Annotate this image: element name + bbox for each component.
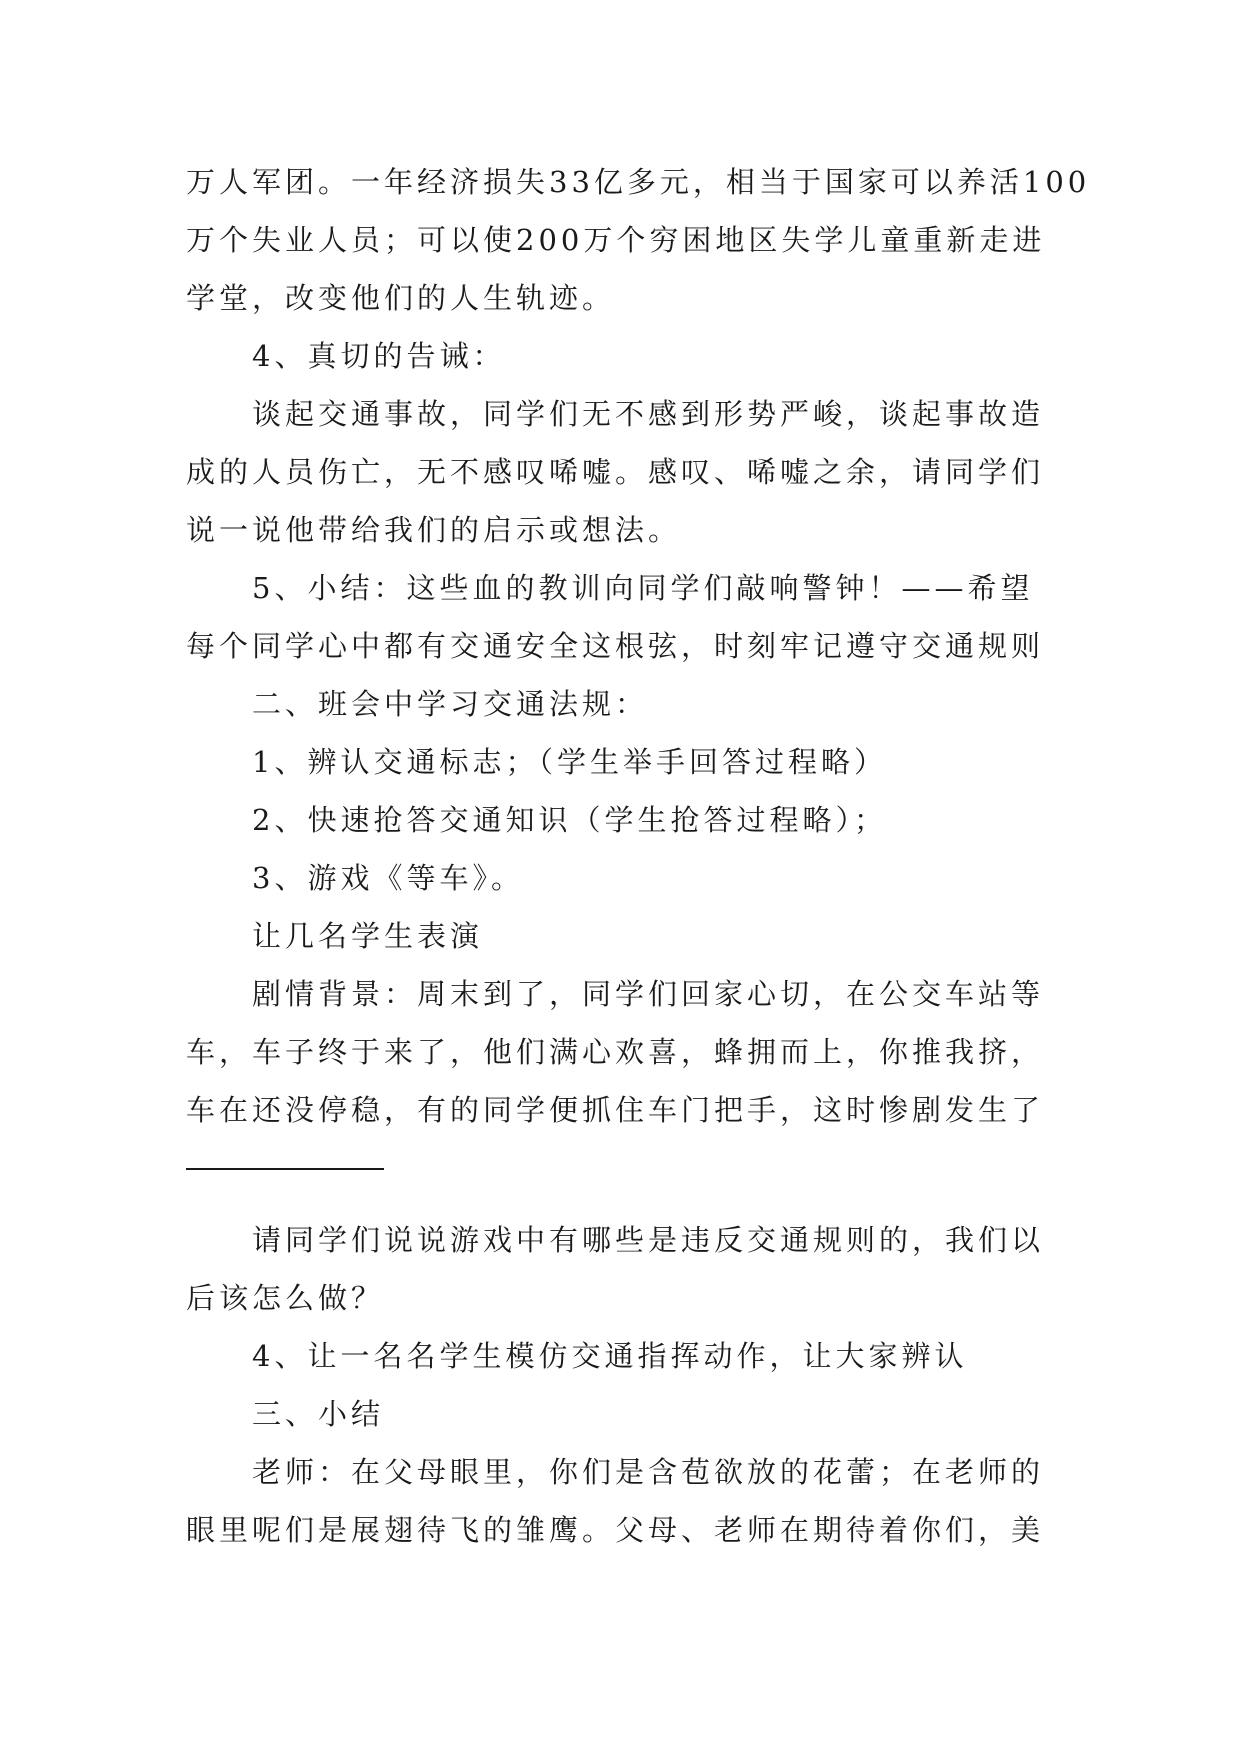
paragraph-line: 请同学们说说游戏中有哪些是违反交通规则的，我们以 [252, 1223, 1045, 1257]
list-item: 3、游戏《等车》。 [252, 861, 524, 895]
paragraph-line: 眼里呢们是展翅待飞的雏鹰。父母、老师在期待着你们，美 [186, 1513, 1045, 1547]
paragraph-line: 让几名学生表演 [252, 919, 484, 953]
paragraph-line: 万人军团。一年经济损失33亿多元，相当于国家可以养活100 [186, 165, 1091, 199]
list-item: 1、辨认交通标志；（学生举手回答过程略） [252, 745, 887, 779]
paragraph-line: 车，车子终于来了，他们满心欢喜，蜂拥而上，你推我挤， [186, 1035, 1045, 1069]
paragraph-line: 车在还没停稳，有的同学便抓住车门把手，这时惨剧发生了 [186, 1093, 1045, 1127]
paragraph-line: 剧情背景：周末到了，同学们回家心切，在公交车站等 [252, 977, 1045, 1011]
spacer [186, 1204, 1056, 1218]
list-item: 2、快速抢答交通知识（学生抢答过程略）； [252, 803, 887, 837]
paragraph-line: 谈起交通事故，同学们无不感到形势严峻，谈起事故造 [252, 397, 1045, 431]
paragraph-line: 老师：在父母眼里，你们是含苞欲放的花蕾；在老师的 [252, 1455, 1045, 1489]
paragraph-line: 每个同学心中都有交通安全这根弦，时刻牢记遵守交通规则 [186, 629, 1045, 663]
list-item: 4、让一名名学生模仿交通指挥动作，让大家辨认 [252, 1339, 968, 1373]
dash-rule [186, 1168, 384, 1170]
section-heading: 三、小结 [252, 1397, 385, 1431]
paragraph-line: 说一说他带给我们的启示或想法。 [186, 513, 682, 547]
paragraph-line: 成的人员伤亡，无不感叹唏嘘。感叹、唏嘘之余，请同学们 [186, 455, 1045, 489]
section-item-heading: 4、真切的告诫： [252, 339, 506, 373]
paragraph-line: 万个失业人员；可以使200万个穷困地区失学儿童重新走进 [186, 223, 1046, 257]
paragraph-line: 后该怎么做？ [186, 1281, 385, 1315]
dash-divider [186, 1146, 1056, 1204]
document-body [186, 160, 1091, 1566]
section-heading: 二、班会中学习交通法规： [252, 687, 649, 721]
paragraph-line: 5、小结：这些血的教训向同学们敲响警钟！——希望 [252, 571, 1034, 605]
paragraph-line: 学堂，改变他们的人生轨迹。 [186, 281, 616, 315]
